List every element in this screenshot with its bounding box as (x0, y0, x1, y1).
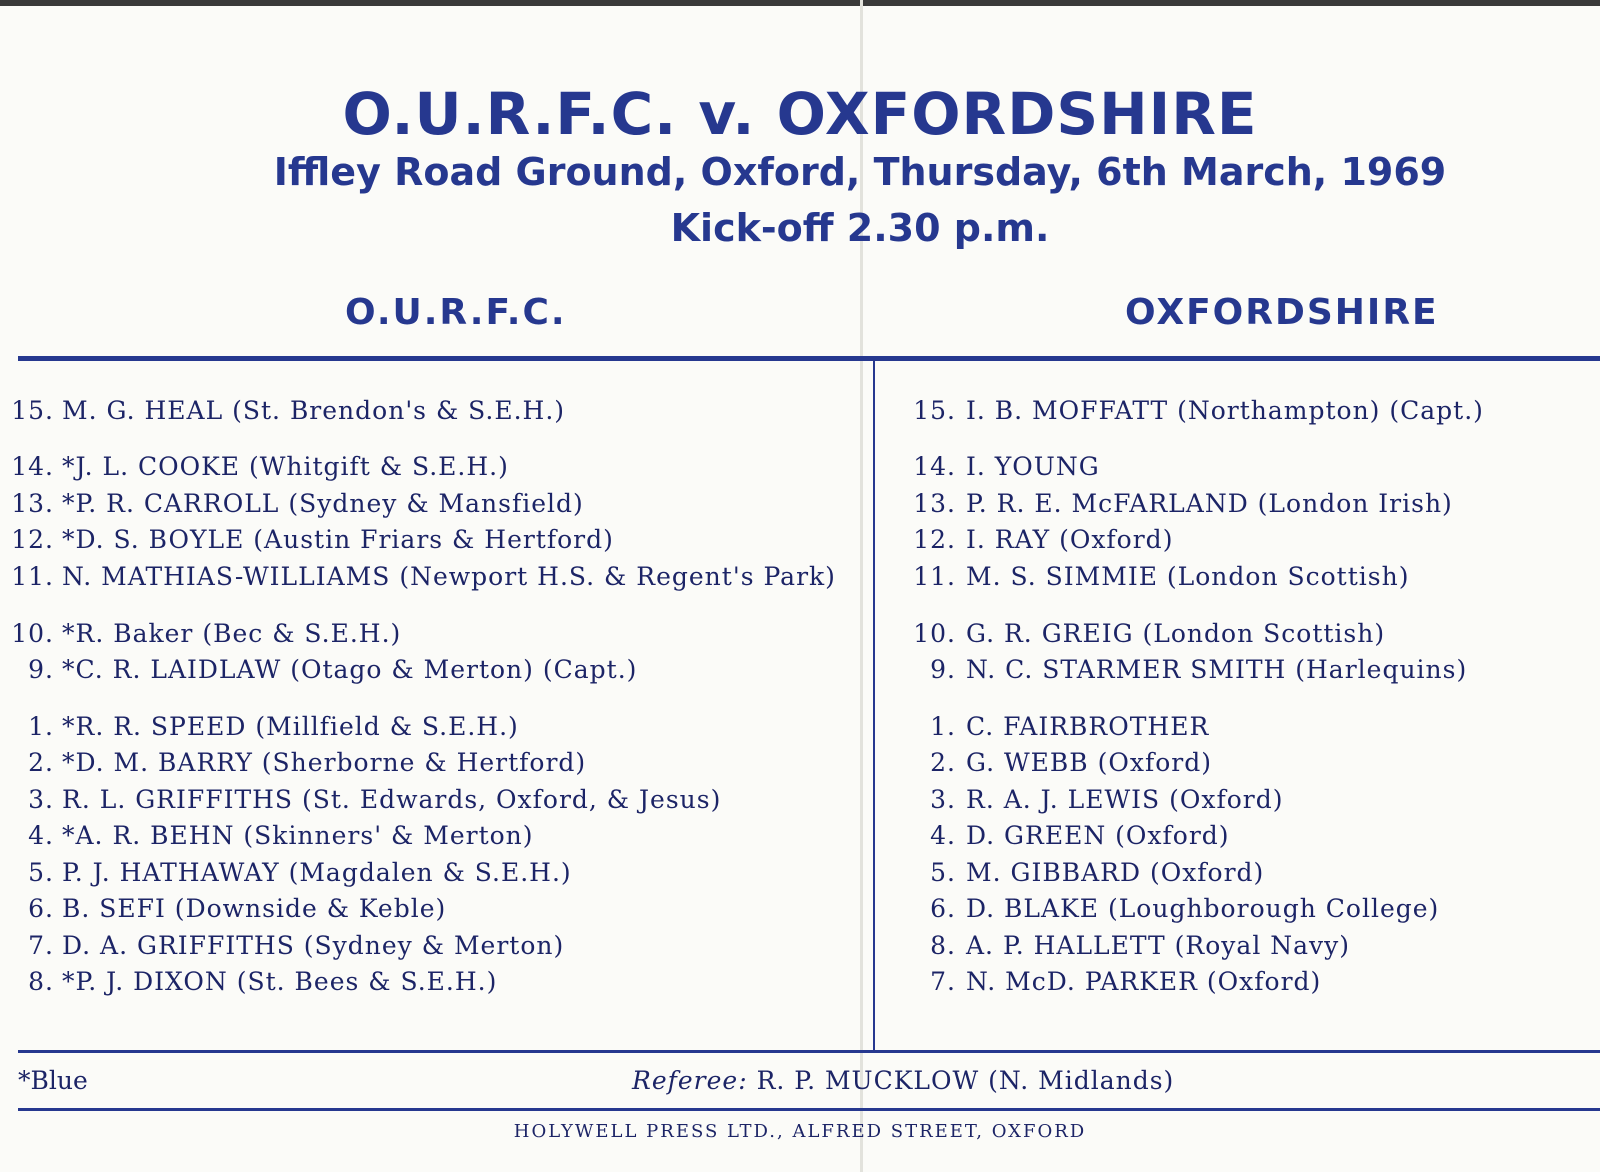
player-name: M. G. HEAL (St. Brendon's & S.E.H.) (62, 396, 566, 425)
player-number: 12. (913, 525, 956, 554)
player-name: N. MATHIAS-WILLIAMS (Newport H.S. & Regent's Park) (62, 562, 836, 591)
header-rule (18, 356, 1600, 361)
player-number: 15. (11, 396, 54, 425)
player-name: I. RAY (Oxford) (966, 525, 1174, 554)
player-number: 11. (913, 562, 956, 591)
footer-rule-top (18, 1050, 1600, 1053)
player-name: N. C. STARMER SMITH (Harlequins) (966, 655, 1468, 684)
player-number: 12. (11, 525, 54, 554)
player-number: 1. (28, 712, 54, 741)
player-number: 9. (930, 655, 956, 684)
player-name: D. GREEN (Oxford) (966, 821, 1230, 850)
player-name: *C. R. LAIDLAW (Otago & Merton) (Capt.) (62, 655, 638, 684)
player-name: B. SEFI (Downside & Keble) (62, 894, 447, 923)
team-left-heading: O.U.R.F.C. (345, 292, 567, 333)
player-number: 4. (930, 821, 956, 850)
blue-footnote: *Blue (18, 1066, 88, 1095)
player-number: 9. (28, 655, 54, 684)
player-number: 3. (930, 785, 956, 814)
paper-top-edge (0, 0, 1600, 6)
match-venue-date: Iffley Road Ground, Oxford, Thursday, 6th March, 1969 (273, 150, 1447, 194)
player-number: 5. (28, 858, 54, 887)
player-name: G. WEBB (Oxford) (966, 748, 1212, 777)
match-title: O.U.R.F.C. v. OXFORDSHIRE (342, 80, 1258, 148)
player-number: 6. (28, 894, 54, 923)
printer-imprint: HOLYWELL PRESS LTD., ALFRED STREET, OXFORD (513, 1121, 1087, 1142)
player-number: 4. (28, 821, 54, 850)
player-name: R. A. J. LEWIS (Oxford) (966, 785, 1284, 814)
player-number: 10. (913, 619, 956, 648)
team-right-heading: OXFORDSHIRE (1125, 292, 1439, 333)
player-number: 7. (930, 967, 956, 996)
player-number: 2. (930, 748, 956, 777)
player-number: 2. (28, 748, 54, 777)
player-number: 14. (11, 452, 54, 481)
player-name: *D. M. BARRY (Sherborne & Hertford) (62, 748, 587, 777)
kickoff-time: Kick-off 2.30 p.m. (670, 206, 1050, 250)
player-number: 8. (28, 967, 54, 996)
column-divider (873, 361, 875, 1050)
player-name: P. J. HATHAWAY (Magdalen & S.E.H.) (62, 858, 572, 887)
player-number: 11. (11, 562, 54, 591)
player-name: *R. R. SPEED (Millfield & S.E.H.) (62, 712, 519, 741)
player-number: 5. (930, 858, 956, 887)
player-name: *P. J. DIXON (St. Bees & S.E.H.) (62, 967, 498, 996)
player-number: 1. (930, 712, 956, 741)
referee-name: R. P. MUCKLOW (N. Midlands) (756, 1066, 1175, 1095)
player-number: 7. (28, 931, 54, 960)
player-name: M. GIBBARD (Oxford) (966, 858, 1265, 887)
footer-rule-bottom (18, 1108, 1600, 1111)
player-number: 3. (28, 785, 54, 814)
referee-label: Referee: (632, 1066, 748, 1095)
player-name: I. B. MOFFATT (Northampton) (Capt.) (966, 396, 1484, 425)
player-name: *A. R. BEHN (Skinners' & Merton) (62, 821, 534, 850)
player-number: 8. (930, 931, 956, 960)
player-name: D. BLAKE (Loughborough College) (966, 894, 1440, 923)
player-name: G. R. GREIG (London Scottish) (966, 619, 1386, 648)
player-name: I. YOUNG (966, 452, 1100, 481)
player-number: 13. (11, 489, 54, 518)
player-name: *R. Baker (Bec & S.E.H.) (62, 619, 402, 648)
player-name: *J. L. COOKE (Whitgift & S.E.H.) (62, 452, 509, 481)
player-name: M. S. SIMMIE (London Scottish) (966, 562, 1410, 591)
player-name: *D. S. BOYLE (Austin Friars & Hertford) (62, 525, 614, 554)
player-name: A. P. HALLETT (Royal Navy) (966, 931, 1351, 960)
referee-line (632, 1066, 1174, 1095)
player-name: D. A. GRIFFITHS (Sydney & Merton) (62, 931, 565, 960)
player-name: R. L. GRIFFITHS (St. Edwards, Oxford, & Jesus) (62, 785, 722, 814)
player-name: N. McD. PARKER (Oxford) (966, 967, 1322, 996)
player-number: 13. (913, 489, 956, 518)
player-name: C. FAIRBROTHER (966, 712, 1210, 741)
player-number: 15. (913, 396, 956, 425)
player-number: 14. (913, 452, 956, 481)
player-number: 6. (930, 894, 956, 923)
player-name: P. R. E. McFARLAND (London Irish) (966, 489, 1453, 518)
player-name: *P. R. CARROLL (Sydney & Mansfield) (62, 489, 584, 518)
player-number: 10. (11, 619, 54, 648)
